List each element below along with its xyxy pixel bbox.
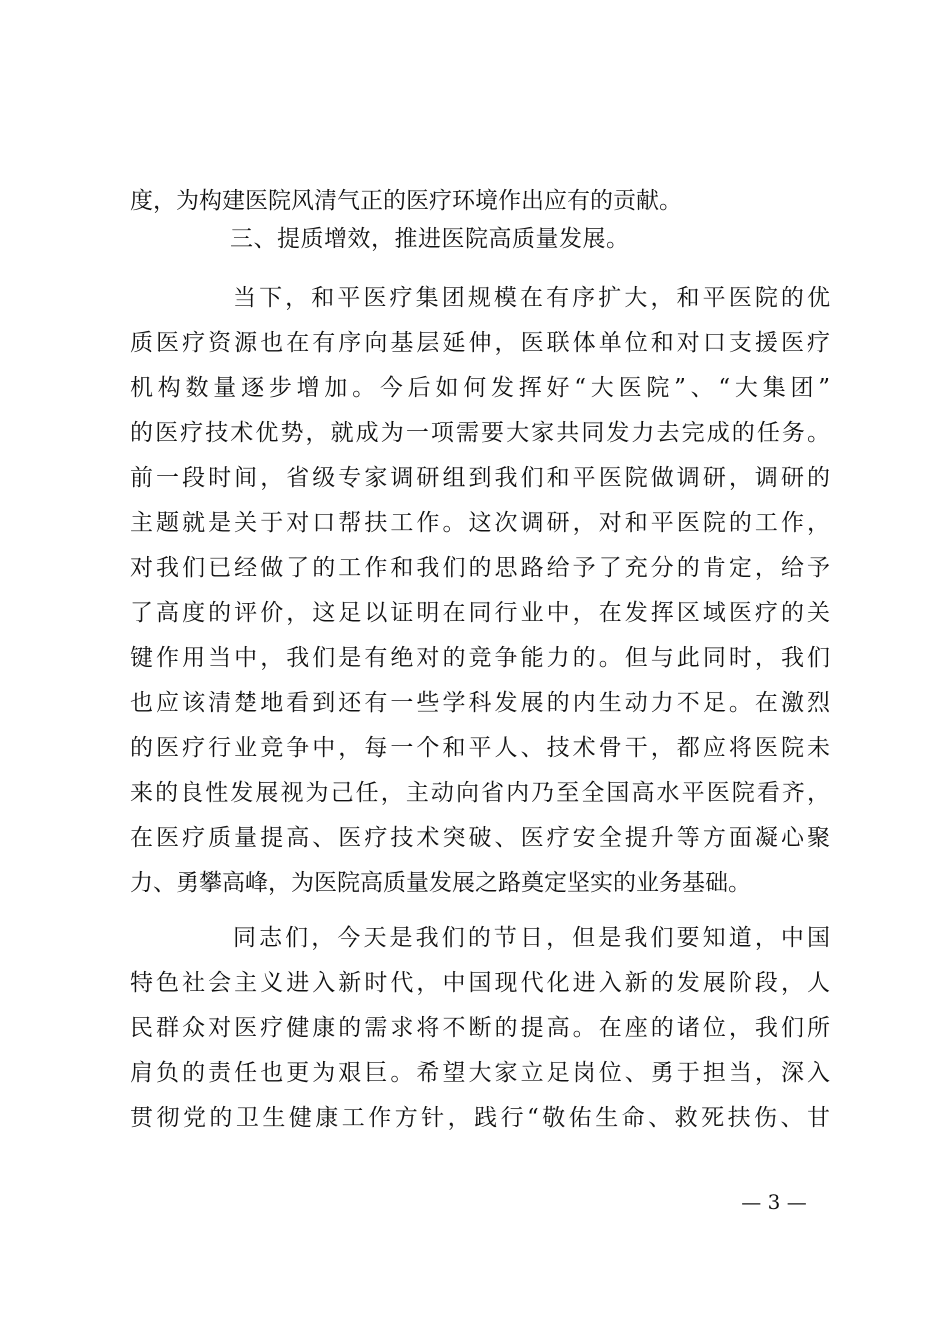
paragraph-line: 当下，和平医疗集团规模在有序扩大，和平医院的优: [233, 285, 830, 311]
paragraph-line: 在医疗质量提高、医疗技术突破、医疗安全提升等方面凝心聚: [130, 825, 830, 851]
paragraph-line: 对我们已经做了的工作和我们的思路给予了充分的肯定，给予: [130, 555, 830, 581]
paragraph-line: 也应该清楚地看到还有一些学科发展的内生动力不足。在激烈: [130, 690, 830, 716]
paragraph-line: 特色社会主义进入新时代，中国现代化进入新的发展阶段，人: [130, 970, 830, 996]
paragraph-line: 质医疗资源也在有序向基层延伸，医联体单位和对口支援医疗: [130, 330, 830, 356]
paragraph-line: 来的良性发展视为己任，主动向省内乃至全国高水平医院看齐，: [130, 780, 830, 806]
page-number: — 3 —: [741, 1190, 807, 1214]
paragraph-line: 民群众对医疗健康的需求将不断的提高。在座的诸位，我们所: [130, 1015, 830, 1041]
paragraph-line: 肩负的责任也更为艰巨。希望大家立足岗位、勇于担当，深入: [130, 1060, 830, 1086]
paragraph-line: 键作用当中，我们是有绝对的竞争能力的。但与此同时，我们: [130, 645, 830, 671]
paragraph-line: 主题就是关于对口帮扶工作。这次调研，对和平医院的工作，: [130, 510, 830, 536]
paragraph-line: 的医疗技术优势，就成为一项需要大家共同发力去完成的任务。: [130, 420, 830, 446]
section-heading: 三、提质增效，推进医院高质量发展。: [230, 226, 630, 252]
paragraph-line: 贯彻党的卫生健康工作方针，践行“敬佑生命、救死扶伤、甘: [130, 1105, 830, 1131]
paragraph-line: 了高度的评价，这足以证明在同行业中，在发挥区域医疗的关: [130, 600, 830, 626]
paragraph-line: 前一段时间，省级专家调研组到我们和平医院做调研，调研的: [130, 465, 830, 491]
paragraph-line: 同志们，今天是我们的节日，但是我们要知道，中国: [233, 925, 830, 951]
opening-line: 度，为构建医院风清气正的医疗环境作出应有的贡献。: [130, 188, 682, 214]
paragraph-line: 力、勇攀高峰，为医院高质量发展之路奠定坚实的业务基础。: [130, 870, 751, 896]
paragraph-line: 机构数量逐步增加。今后如何发挥好“大医院”、“大集团”: [130, 375, 830, 401]
paragraph-line: 的医疗行业竞争中，每一个和平人、技术骨干，都应将医院未: [130, 735, 830, 761]
